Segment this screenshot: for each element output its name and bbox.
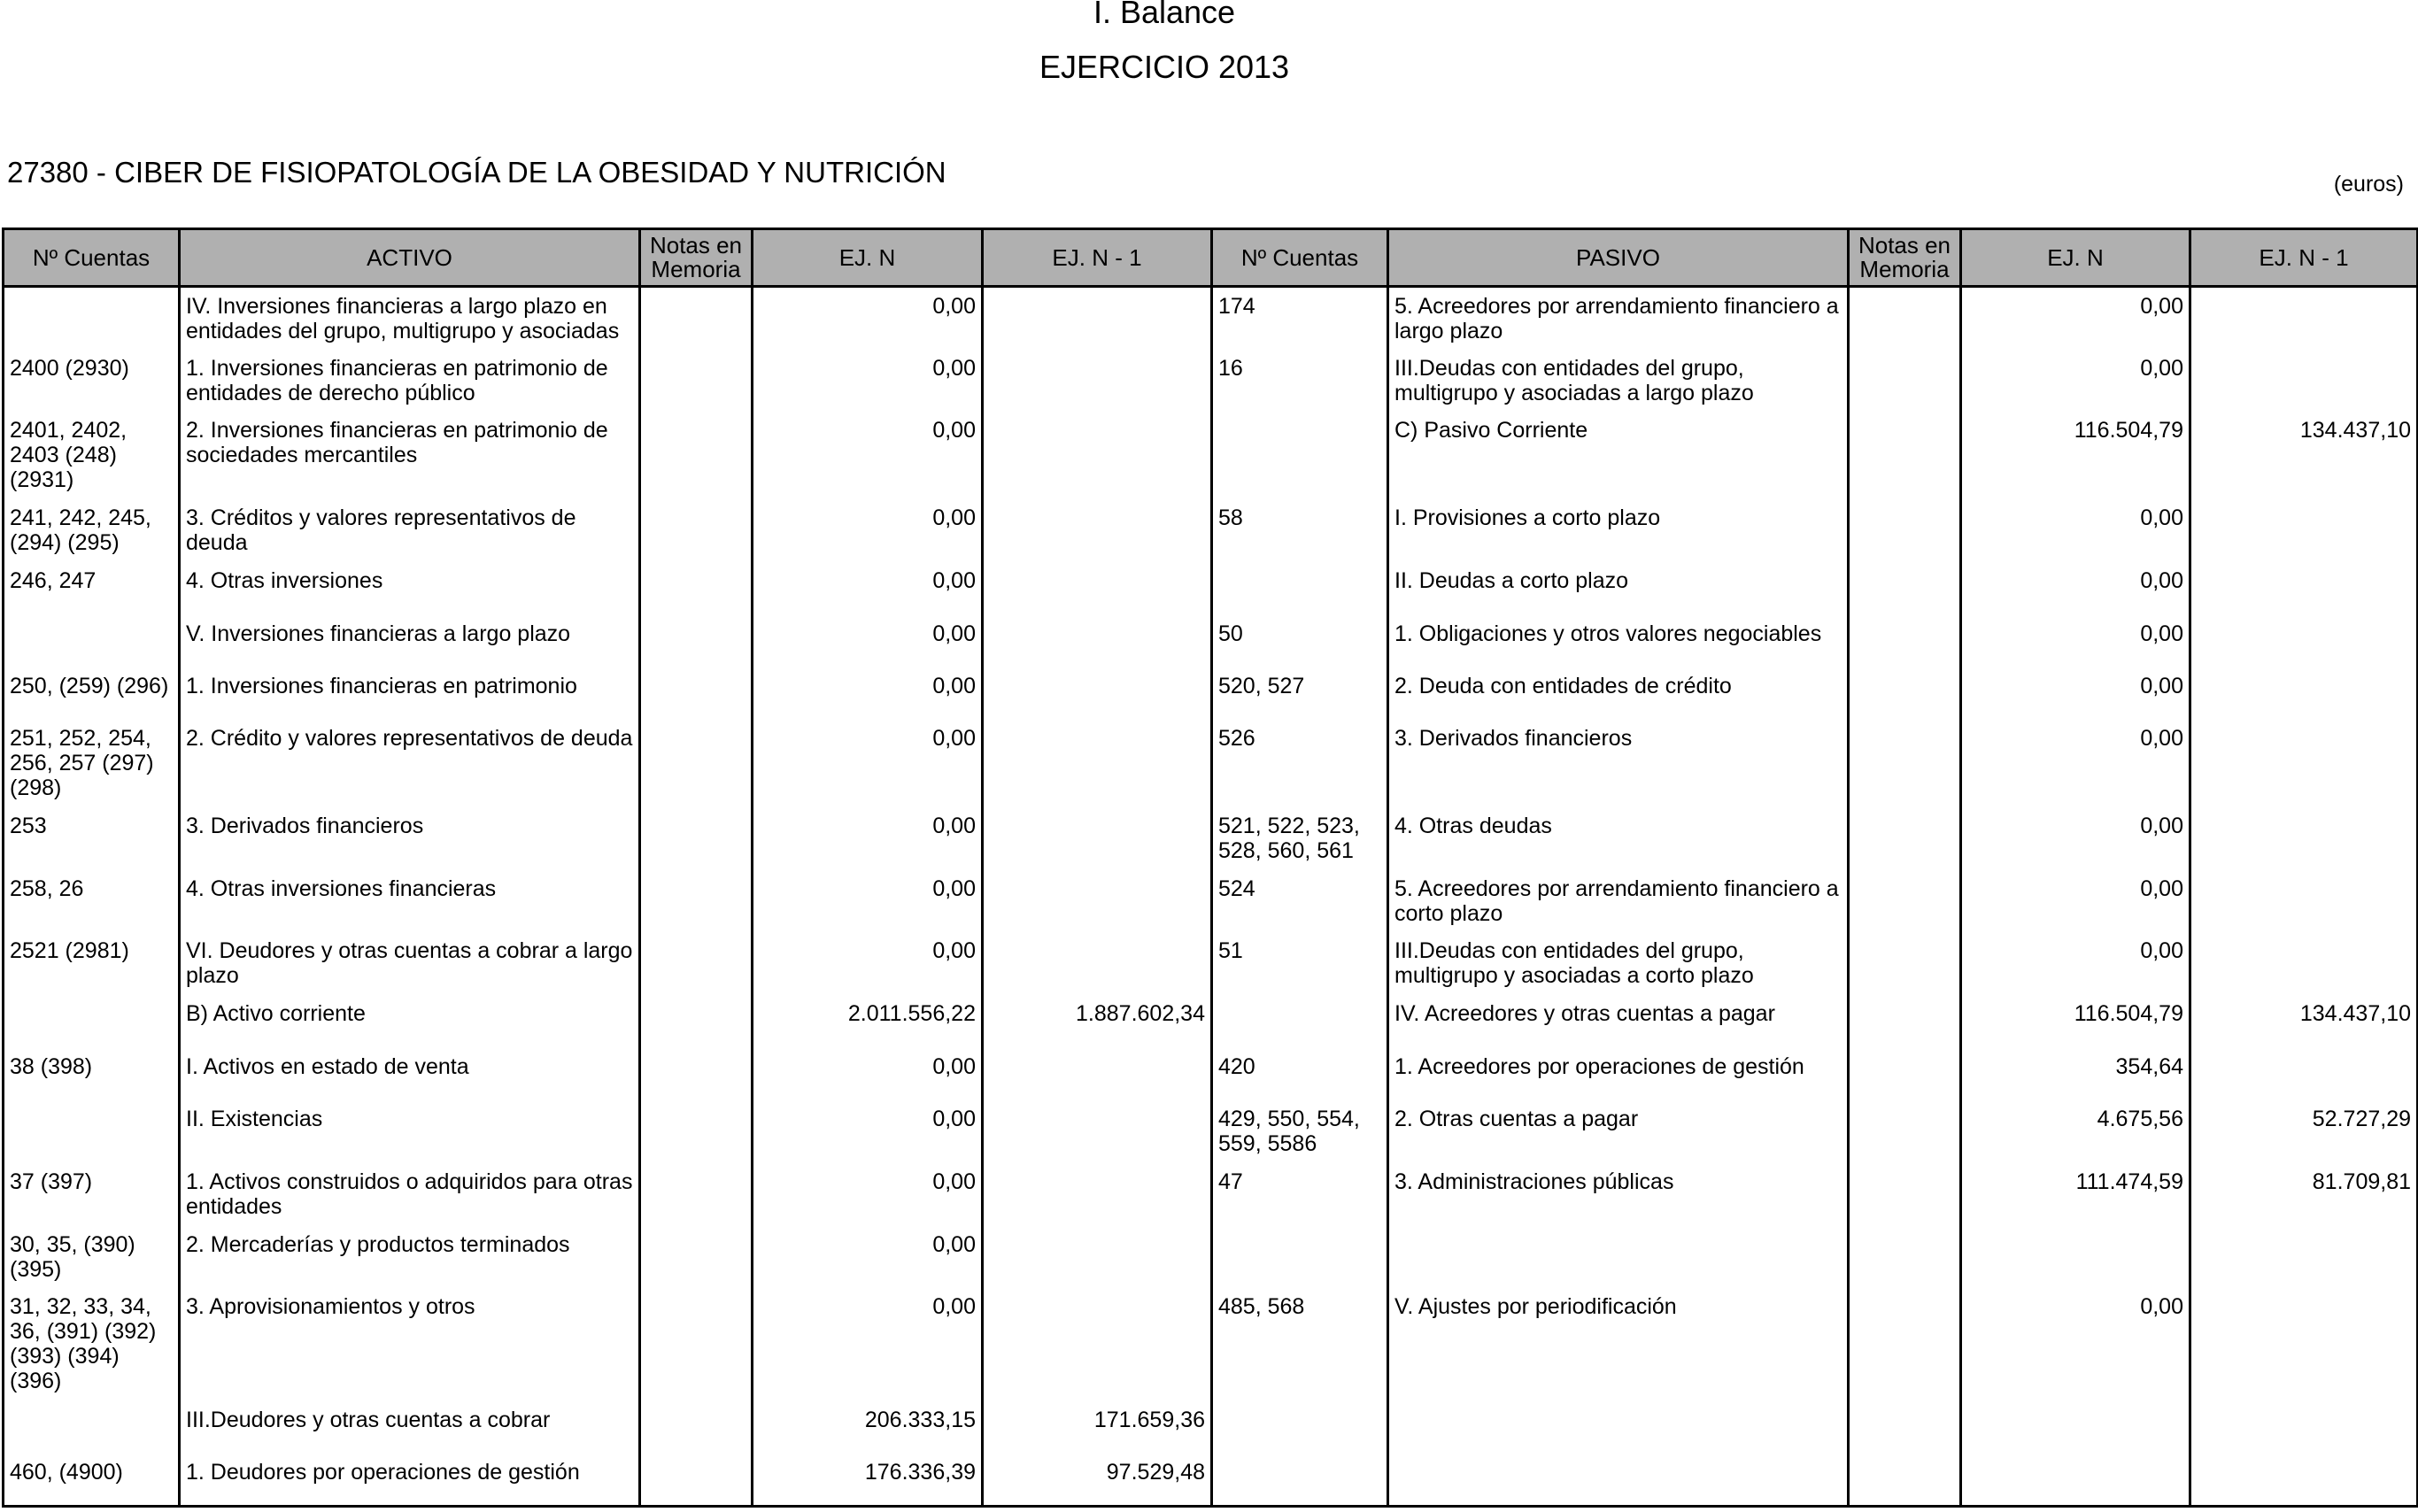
cell-ejn1-activo <box>983 667 1212 720</box>
cell-cuentas-activo <box>4 995 180 1048</box>
cell-notas-activo <box>640 350 753 412</box>
cell-ejn1-pasivo <box>2190 350 2418 412</box>
cell-ejn-activo: 0,00 <box>753 1226 983 1288</box>
cell-activo: B) Activo corriente <box>180 995 640 1048</box>
cell-ejn1-activo <box>983 615 1212 667</box>
cell-ejn1-pasivo <box>2190 615 2418 667</box>
cell-cuentas-activo: 258, 26 <box>4 870 180 932</box>
cell-activo: 2. Mercaderías y productos terminados <box>180 1226 640 1288</box>
table-row <box>4 995 2418 1048</box>
cell-ejn-pasivo: 116.504,79 <box>1961 412 2190 499</box>
cell-cuentas-pasivo: 485, 568 <box>1212 1288 1388 1401</box>
cell-ejn-pasivo: 0,00 <box>1961 499 2190 562</box>
cell-ejn1-pasivo <box>2190 1226 2418 1288</box>
cell-ejn1-activo <box>983 412 1212 499</box>
cell-cuentas-pasivo <box>1212 1401 1388 1454</box>
cell-ejn-pasivo: 0,00 <box>1961 562 2190 615</box>
cell-notas-activo <box>640 807 753 870</box>
cell-ejn1-activo <box>983 720 1212 807</box>
cell-ejn1-pasivo: 81.709,81 <box>2190 1163 2418 1226</box>
cell-ejn1-pasivo <box>2190 720 2418 807</box>
cell-activo: IV. Inversiones financieras a largo plazo en entidades del grupo, multigrupo y asociadas <box>180 287 640 350</box>
cell-cuentas-activo: 241, 242, 245, (294) (295) <box>4 499 180 562</box>
cell-pasivo: II. Deudas a corto plazo <box>1388 562 1849 615</box>
cell-ejn-pasivo <box>1961 1226 2190 1288</box>
cell-pasivo: IV. Acreedores y otras cuentas a pagar <box>1388 995 1849 1048</box>
cell-notas-pasivo <box>1849 1100 1961 1163</box>
cell-notas-pasivo <box>1849 499 1961 562</box>
cell-notas-pasivo <box>1849 562 1961 615</box>
cell-ejn-pasivo: 111.474,59 <box>1961 1163 2190 1226</box>
cell-activo: 1. Inversiones financieras en patrimonio <box>180 667 640 720</box>
table-row <box>4 932 2418 995</box>
cell-ejn-activo: 0,00 <box>753 615 983 667</box>
cell-ejn1-activo <box>983 287 1212 350</box>
cell-ejn1-pasivo: 52.727,29 <box>2190 1100 2418 1163</box>
cell-ejn-activo: 0,00 <box>753 1288 983 1401</box>
cell-pasivo: III.Deudas con entidades del grupo, multigrupo y asociadas a corto plazo <box>1388 932 1849 995</box>
cell-ejn-pasivo: 0,00 <box>1961 932 2190 995</box>
cell-notas-activo <box>640 287 753 350</box>
cell-pasivo: 5. Acreedores por arrendamiento financiero a corto plazo <box>1388 870 1849 932</box>
cell-ejn1-activo <box>983 1100 1212 1163</box>
cell-ejn1-pasivo: 134.437,10 <box>2190 412 2418 499</box>
cell-cuentas-pasivo <box>1212 995 1388 1048</box>
cell-ejn-pasivo <box>1961 1401 2190 1454</box>
cell-cuentas-activo <box>4 287 180 350</box>
cell-ejn-activo: 0,00 <box>753 932 983 995</box>
cell-activo: 4. Otras inversiones <box>180 562 640 615</box>
cell-ejn-activo: 0,00 <box>753 1048 983 1100</box>
cell-activo: 3. Créditos y valores representativos de deuda <box>180 499 640 562</box>
cell-activo: I. Activos en estado de venta <box>180 1048 640 1100</box>
cell-ejn1-pasivo <box>2190 1454 2418 1507</box>
table-row <box>4 615 2418 667</box>
cell-ejn1-activo <box>983 870 1212 932</box>
cell-notas-pasivo <box>1849 932 1961 995</box>
cell-notas-activo <box>640 995 753 1048</box>
cell-cuentas-pasivo: 50 <box>1212 615 1388 667</box>
cell-activo: III.Deudores y otras cuentas a cobrar <box>180 1401 640 1454</box>
cell-pasivo <box>1388 1226 1849 1288</box>
cell-ejn1-pasivo <box>2190 562 2418 615</box>
cell-notas-activo <box>640 615 753 667</box>
cell-ejn1-pasivo <box>2190 499 2418 562</box>
col-header-cuentas-activo: Nº Cuentas <box>4 229 180 287</box>
cell-notas-activo <box>640 1288 753 1401</box>
cell-pasivo: 4. Otras deudas <box>1388 807 1849 870</box>
cell-ejn-pasivo: 0,00 <box>1961 667 2190 720</box>
cell-cuentas-pasivo: 420 <box>1212 1048 1388 1100</box>
cell-cuentas-activo <box>4 1100 180 1163</box>
cell-ejn-pasivo: 0,00 <box>1961 720 2190 807</box>
cell-cuentas-pasivo: 51 <box>1212 932 1388 995</box>
cell-ejn1-activo <box>983 562 1212 615</box>
cell-ejn1-pasivo <box>2190 1288 2418 1401</box>
cell-ejn-activo: 206.333,15 <box>753 1401 983 1454</box>
cell-cuentas-pasivo <box>1212 1226 1388 1288</box>
cell-ejn1-activo <box>983 1163 1212 1226</box>
cell-notas-pasivo <box>1849 1226 1961 1288</box>
cell-ejn1-activo <box>983 1288 1212 1401</box>
cell-activo: 1. Deudores por operaciones de gestión <box>180 1454 640 1507</box>
cell-pasivo: 5. Acreedores por arrendamiento financiero a largo plazo <box>1388 287 1849 350</box>
table-row <box>4 1401 2418 1454</box>
cell-notas-activo <box>640 1100 753 1163</box>
table-row <box>4 1163 2418 1226</box>
cell-notas-pasivo <box>1849 1288 1961 1401</box>
cell-ejn-activo: 0,00 <box>753 412 983 499</box>
cell-cuentas-pasivo <box>1212 412 1388 499</box>
cell-cuentas-pasivo <box>1212 1454 1388 1507</box>
cell-ejn-activo: 0,00 <box>753 350 983 412</box>
cell-pasivo: I. Provisiones a corto plazo <box>1388 499 1849 562</box>
table-row <box>4 1048 2418 1100</box>
cell-ejn1-pasivo <box>2190 287 2418 350</box>
table-row <box>4 1288 2418 1401</box>
cell-cuentas-pasivo: 520, 527 <box>1212 667 1388 720</box>
cell-ejn-activo: 0,00 <box>753 1163 983 1226</box>
cell-activo: 1. Activos construidos o adquiridos para otras entidades <box>180 1163 640 1226</box>
cell-notas-pasivo <box>1849 350 1961 412</box>
cell-notas-pasivo <box>1849 995 1961 1048</box>
table-row <box>4 412 2418 499</box>
table-row <box>4 350 2418 412</box>
cell-pasivo: III.Deudas con entidades del grupo, multigrupo y asociadas a largo plazo <box>1388 350 1849 412</box>
cell-cuentas-pasivo: 58 <box>1212 499 1388 562</box>
cell-cuentas-activo: 253 <box>4 807 180 870</box>
cell-notas-pasivo <box>1849 1454 1961 1507</box>
cell-notas-pasivo <box>1849 287 1961 350</box>
table-row <box>4 720 2418 807</box>
cell-cuentas-activo: 31, 32, 33, 34, 36, (391) (392) (393) (394) (396) <box>4 1288 180 1401</box>
cell-cuentas-activo: 250, (259) (296) <box>4 667 180 720</box>
cell-notas-activo <box>640 1163 753 1226</box>
table-row <box>4 1100 2418 1163</box>
col-header-cuentas-pasivo: Nº Cuentas <box>1212 229 1388 287</box>
cell-ejn-pasivo: 4.675,56 <box>1961 1100 2190 1163</box>
cell-pasivo: C) Pasivo Corriente <box>1388 412 1849 499</box>
cell-notas-activo <box>640 1401 753 1454</box>
cell-ejn-pasivo: 116.504,79 <box>1961 995 2190 1048</box>
cell-ejn-activo: 176.336,39 <box>753 1454 983 1507</box>
col-header-notas-activo: Notas en Memoria <box>640 229 753 287</box>
cell-pasivo: 3. Administraciones públicas <box>1388 1163 1849 1226</box>
cell-ejn1-pasivo <box>2190 870 2418 932</box>
col-header-ejn-activo: EJ. N <box>753 229 983 287</box>
cell-cuentas-pasivo <box>1212 562 1388 615</box>
cell-ejn1-pasivo <box>2190 932 2418 995</box>
table-row <box>4 1226 2418 1288</box>
cell-ejn-activo: 0,00 <box>753 287 983 350</box>
cell-ejn1-activo: 171.659,36 <box>983 1401 1212 1454</box>
cell-pasivo: 1. Obligaciones y otros valores negociables <box>1388 615 1849 667</box>
cell-notas-pasivo <box>1849 807 1961 870</box>
cell-cuentas-activo: 2400 (2930) <box>4 350 180 412</box>
cell-ejn-activo: 0,00 <box>753 807 983 870</box>
col-header-ejn1-activo: EJ. N - 1 <box>983 229 1212 287</box>
table-row <box>4 1454 2418 1507</box>
cell-notas-pasivo <box>1849 720 1961 807</box>
cell-pasivo: 1. Acreedores por operaciones de gestión <box>1388 1048 1849 1100</box>
cell-ejn-activo: 0,00 <box>753 562 983 615</box>
cell-notas-pasivo <box>1849 412 1961 499</box>
cell-ejn1-activo <box>983 932 1212 995</box>
page-title: I. Balance <box>1093 0 1236 30</box>
cell-ejn-pasivo: 0,00 <box>1961 615 2190 667</box>
cell-activo: 3. Aprovisionamientos y otros <box>180 1288 640 1401</box>
cell-ejn1-pasivo <box>2190 1048 2418 1100</box>
cell-ejn-pasivo: 0,00 <box>1961 807 2190 870</box>
cell-ejn1-activo: 1.887.602,34 <box>983 995 1212 1048</box>
cell-ejn-pasivo: 0,00 <box>1961 870 2190 932</box>
cell-cuentas-pasivo: 174 <box>1212 287 1388 350</box>
cell-notas-pasivo <box>1849 870 1961 932</box>
cell-cuentas-activo: 251, 252, 254, 256, 257 (297) (298) <box>4 720 180 807</box>
cell-notas-pasivo <box>1849 1163 1961 1226</box>
col-header-ejn-pasivo: EJ. N <box>1961 229 2190 287</box>
cell-ejn-activo: 0,00 <box>753 1100 983 1163</box>
cell-cuentas-activo <box>4 615 180 667</box>
cell-pasivo: 2. Otras cuentas a pagar <box>1388 1100 1849 1163</box>
cell-cuentas-activo: 30, 35, (390) (395) <box>4 1226 180 1288</box>
cell-activo: 3. Derivados financieros <box>180 807 640 870</box>
cell-ejn-activo: 0,00 <box>753 667 983 720</box>
cell-notas-activo <box>640 720 753 807</box>
col-header-notas-pasivo: Notas en Memoria <box>1849 229 1961 287</box>
table-row <box>4 562 2418 615</box>
cell-activo: 4. Otras inversiones financieras <box>180 870 640 932</box>
cell-ejn-pasivo: 0,00 <box>1961 1288 2190 1401</box>
table-row <box>4 870 2418 932</box>
cell-pasivo: V. Ajustes por periodificación <box>1388 1288 1849 1401</box>
cell-pasivo <box>1388 1454 1849 1507</box>
table-row <box>4 667 2418 720</box>
cell-cuentas-activo: 246, 247 <box>4 562 180 615</box>
cell-cuentas-pasivo: 526 <box>1212 720 1388 807</box>
cell-ejn-pasivo: 0,00 <box>1961 287 2190 350</box>
cell-notas-activo <box>640 562 753 615</box>
entity-name: 27380 - CIBER DE FISIOPATOLOGÍA DE LA OBESIDAD Y NUTRICIÓN <box>7 156 946 189</box>
cell-ejn1-activo <box>983 499 1212 562</box>
cell-notas-pasivo <box>1849 615 1961 667</box>
cell-ejn1-activo <box>983 1226 1212 1288</box>
cell-activo: 1. Inversiones financieras en patrimonio de entidades de derecho público <box>180 350 640 412</box>
col-header-pasivo: PASIVO <box>1388 229 1849 287</box>
cell-ejn-pasivo: 354,64 <box>1961 1048 2190 1100</box>
cell-cuentas-activo: 2401, 2402, 2403 (248) (2931) <box>4 412 180 499</box>
cell-cuentas-pasivo: 429, 550, 554, 559, 5586 <box>1212 1100 1388 1163</box>
header-row <box>4 229 2418 287</box>
cell-activo: 2. Crédito y valores representativos de deuda <box>180 720 640 807</box>
cell-cuentas-activo <box>4 1401 180 1454</box>
cell-ejn1-pasivo <box>2190 667 2418 720</box>
cell-pasivo <box>1388 1401 1849 1454</box>
cell-cuentas-pasivo: 16 <box>1212 350 1388 412</box>
cell-pasivo: 3. Derivados financieros <box>1388 720 1849 807</box>
cell-ejn-activo: 0,00 <box>753 720 983 807</box>
table-row <box>4 499 2418 562</box>
page-subtitle: EJERCICIO 2013 <box>1039 49 1290 85</box>
cell-cuentas-activo: 460, (4900) <box>4 1454 180 1507</box>
cell-notas-activo <box>640 1454 753 1507</box>
table-row <box>4 807 2418 870</box>
cell-pasivo: 2. Deuda con entidades de crédito <box>1388 667 1849 720</box>
cell-ejn-activo: 0,00 <box>753 499 983 562</box>
cell-ejn-activo: 2.011.556,22 <box>753 995 983 1048</box>
cell-cuentas-activo: 37 (397) <box>4 1163 180 1226</box>
col-header-activo: ACTIVO <box>180 229 640 287</box>
cell-notas-pasivo <box>1849 1048 1961 1100</box>
cell-ejn1-activo <box>983 807 1212 870</box>
cell-ejn1-pasivo <box>2190 1401 2418 1454</box>
cell-activo: VI. Deudores y otras cuentas a cobrar a largo plazo <box>180 932 640 995</box>
cell-activo: V. Inversiones financieras a largo plazo <box>180 615 640 667</box>
cell-activo: 2. Inversiones financieras en patrimonio de sociedades mercantiles <box>180 412 640 499</box>
cell-ejn1-activo <box>983 350 1212 412</box>
cell-ejn1-activo: 97.529,48 <box>983 1454 1212 1507</box>
cell-ejn-pasivo <box>1961 1454 2190 1507</box>
cell-notas-activo <box>640 1226 753 1288</box>
cell-notas-activo <box>640 932 753 995</box>
cell-notas-pasivo <box>1849 1401 1961 1454</box>
balance-table <box>2 228 2418 1508</box>
cell-notas-activo <box>640 870 753 932</box>
cell-cuentas-activo: 2521 (2981) <box>4 932 180 995</box>
cell-cuentas-pasivo: 47 <box>1212 1163 1388 1226</box>
cell-cuentas-activo: 38 (398) <box>4 1048 180 1100</box>
cell-ejn1-pasivo: 134.437,10 <box>2190 995 2418 1048</box>
cell-notas-activo <box>640 667 753 720</box>
cell-ejn1-activo <box>983 1048 1212 1100</box>
cell-activo: II. Existencias <box>180 1100 640 1163</box>
cell-ejn-pasivo: 0,00 <box>1961 350 2190 412</box>
cell-cuentas-pasivo: 524 <box>1212 870 1388 932</box>
currency-units: (euros) <box>2333 172 2404 197</box>
cell-notas-activo <box>640 412 753 499</box>
table-row <box>4 287 2418 350</box>
cell-notas-pasivo <box>1849 667 1961 720</box>
cell-notas-activo <box>640 499 753 562</box>
cell-ejn1-pasivo <box>2190 807 2418 870</box>
cell-ejn-activo: 0,00 <box>753 870 983 932</box>
cell-cuentas-pasivo: 521, 522, 523, 528, 560, 561 <box>1212 807 1388 870</box>
cell-notas-activo <box>640 1048 753 1100</box>
col-header-ejn1-pasivo: EJ. N - 1 <box>2190 229 2418 287</box>
